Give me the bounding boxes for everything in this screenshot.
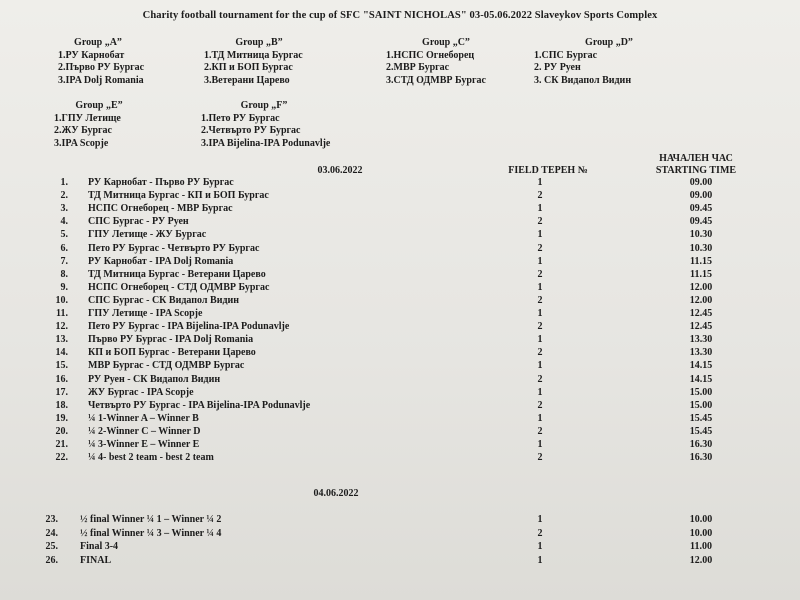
starting-time: 12.00 — [689, 281, 713, 293]
field-number: 1 — [537, 255, 543, 267]
table-row — [0, 269, 800, 282]
day1-date: 03.06.2022 — [317, 165, 363, 176]
field-number: 1 — [537, 229, 543, 241]
table-row — [0, 514, 800, 527]
starting-time: 16.30 — [689, 439, 713, 450]
match-number: 2. — [60, 190, 68, 202]
table-row — [0, 374, 800, 387]
match-number: 23. — [45, 514, 58, 525]
starting-time: 15.45 — [689, 425, 713, 437]
field-number: 2 — [537, 294, 543, 306]
field-number: 2 — [537, 268, 543, 280]
group-team: 1.ГПУ Летище — [54, 112, 121, 124]
group-name: Group „E” — [75, 100, 123, 111]
field-number: 2 — [537, 527, 543, 539]
starting-time: 10.00 — [689, 527, 713, 539]
field-number: 1 — [537, 386, 543, 398]
table-row — [0, 334, 800, 347]
starting-time: 12.45 — [689, 308, 713, 319]
match-number: 16. — [55, 373, 68, 385]
field-number: 1 — [537, 177, 543, 188]
starting-time: 15.00 — [689, 399, 713, 411]
group-name: Group „C” — [422, 37, 470, 48]
group-name: Group „D” — [585, 37, 633, 48]
match-number: 22. — [55, 452, 68, 464]
starting-time: 13.30 — [689, 334, 713, 346]
group-team: 2.КП и БОП Бургас — [204, 62, 293, 74]
field-number: 2 — [537, 347, 543, 359]
match-number: 10. — [55, 294, 68, 306]
match-number: 11. — [56, 308, 68, 319]
match-number: 26. — [45, 554, 58, 566]
starting-time: 14.15 — [689, 373, 713, 385]
match-number: 14. — [55, 347, 68, 359]
match-name: РУ Карнобат - IPA Dolj Romania — [88, 255, 234, 267]
table-row — [0, 203, 800, 216]
match-name: ГПУ Летище - IPA Scopje — [88, 308, 203, 319]
group-team: 3.Ветерани Царево — [204, 74, 290, 86]
starting-time: 09.45 — [689, 203, 713, 215]
starting-time: 09.45 — [689, 216, 713, 228]
match-name: СПС Бургас - РУ Руен — [88, 216, 189, 228]
table-row — [0, 387, 800, 400]
group-d — [534, 37, 684, 87]
starting-time: 09.00 — [689, 177, 713, 188]
match-number: 18. — [55, 399, 68, 411]
match-name: Final 3-4 — [80, 541, 119, 552]
field-number: 1 — [537, 308, 543, 319]
table-row — [0, 216, 800, 229]
starting-time: 12.45 — [689, 321, 713, 333]
group-team: 3.СТД ОДМВР Бургас — [386, 74, 486, 86]
field-number: 2 — [537, 242, 543, 254]
time-header-en: STARTING TIME — [655, 165, 737, 176]
group-team: 3.IPA Dolj Romania — [58, 74, 144, 86]
match-number: 21. — [55, 439, 68, 450]
field-number: 1 — [537, 203, 543, 215]
field-number: 2 — [537, 216, 543, 228]
match-number: 25. — [45, 541, 58, 552]
table-row — [0, 321, 800, 334]
match-number: 9. — [60, 281, 68, 293]
field-number: 1 — [537, 554, 543, 566]
field-number: 2 — [537, 321, 543, 333]
match-name: Пето РУ Бургас - IPA Bijelina-IPA Podunavlje — [88, 321, 290, 333]
match-name: Пето РУ Бургас - Четвърто РУ Бургас — [88, 242, 260, 254]
group-team: 3.IPA Bijelina-IPA Podunavlje — [201, 137, 331, 149]
starting-time: 13.30 — [689, 347, 713, 359]
group-team: 2.Четвърто РУ Бургас — [201, 125, 301, 137]
match-name: РУ Руен - СК Видапол Видин — [88, 373, 221, 385]
match-number: 19. — [55, 412, 68, 424]
group-name: Group „A” — [74, 37, 122, 48]
group-team: 1.НСПС Огнеборец — [386, 49, 475, 61]
group-team: 3.IPA Scopje — [54, 137, 109, 149]
table-row — [0, 555, 800, 568]
table-row — [0, 439, 800, 452]
match-name: ¼ 1-Winner A – Winner B — [88, 412, 199, 424]
field-header: FIELD ТЕРЕН № — [508, 165, 588, 176]
table-row — [0, 347, 800, 360]
table-row — [0, 177, 800, 190]
table-row — [0, 360, 800, 373]
day2-date: 04.06.2022 — [313, 488, 359, 499]
group-a — [58, 37, 144, 87]
match-name: НСПС Огнеборец - МВР Бургас — [88, 203, 233, 215]
field-number: 1 — [537, 281, 543, 293]
group-c — [386, 37, 506, 87]
match-name: ТД Митница Бургас - КП и БОП Бургас — [88, 190, 269, 202]
starting-time: 11.00 — [690, 541, 712, 552]
match-name: ТД Митница Бургас - Ветерани Царево — [88, 268, 266, 280]
match-number: 8. — [60, 268, 68, 280]
table-row — [0, 528, 800, 541]
group-team: 2.Първо РУ Бургас — [58, 62, 145, 74]
table-row — [0, 256, 800, 269]
group-team: 2.ЖУ Бургас — [54, 125, 112, 137]
match-name: ¼ 3-Winner E – Winner E — [88, 439, 200, 450]
match-name: ½ final Winner ¼ 1 – Winner ¼ 2 — [80, 514, 222, 525]
group-f — [201, 100, 330, 150]
group-team: 2. РУ Руен — [534, 62, 581, 74]
group-team: 3. СК Видапол Видин — [534, 74, 632, 86]
starting-time: 09.00 — [689, 190, 713, 202]
field-number: 1 — [537, 334, 543, 346]
starting-time: 15.45 — [689, 412, 713, 424]
match-name: ГПУ Летище - ЖУ Бургас — [88, 229, 207, 241]
match-number: 20. — [55, 425, 68, 437]
match-number: 15. — [55, 360, 68, 372]
field-number: 1 — [537, 541, 543, 552]
match-number: 4. — [60, 216, 68, 228]
group-e — [54, 100, 144, 150]
field-number: 2 — [537, 373, 543, 385]
match-number: 17. — [55, 386, 68, 398]
match-name: Четвърто РУ Бургас - IPA Bijelina-IPA Podunavlje — [88, 399, 311, 411]
group-team: 1.ТД Митница Бургас — [204, 49, 303, 61]
table-row — [0, 229, 800, 242]
starting-time: 11.15 — [690, 255, 712, 267]
match-name: Първо РУ Бургас - IPA Dolj Romania — [88, 334, 254, 346]
starting-time: 14.15 — [689, 360, 713, 372]
match-name: ¼ 2-Winner C – Winner D — [88, 425, 201, 437]
group-team: 2.МВР Бургас — [386, 62, 450, 74]
match-name: МВР Бургас - СТД ОДМВР Бургас — [88, 360, 245, 372]
match-number: 13. — [55, 334, 68, 346]
table-row — [0, 243, 800, 256]
starting-time: 12.00 — [689, 294, 713, 306]
table-row — [0, 400, 800, 413]
match-name: НСПС Огнеборец - СТД ОДМВР Бургас — [88, 281, 270, 293]
match-name: КП и БОП Бургас - Ветерани Царево — [88, 347, 256, 359]
match-name: РУ Карнобат - Първо РУ Бургас — [88, 177, 234, 188]
match-number: 7. — [60, 255, 68, 267]
group-name: Group „B” — [235, 37, 283, 48]
group-team: 1.Пето РУ Бургас — [201, 112, 280, 124]
starting-time: 11.15 — [690, 268, 712, 280]
group-name: Group „F” — [240, 100, 288, 111]
starting-time: 12.00 — [689, 554, 713, 566]
starting-time: 15.00 — [689, 386, 713, 398]
match-name: СПС Бургас - СК Видапол Видин — [88, 294, 240, 306]
table-row — [0, 426, 800, 439]
match-number: 5. — [60, 229, 68, 241]
table-row — [0, 295, 800, 308]
match-name: FINAL — [80, 554, 112, 566]
match-number: 1. — [60, 177, 68, 188]
table-row — [0, 452, 800, 465]
field-number: 2 — [537, 425, 543, 437]
field-number: 1 — [537, 439, 543, 450]
field-number: 1 — [537, 412, 543, 424]
table-row — [0, 413, 800, 426]
match-number: 3. — [60, 203, 68, 215]
starting-time: 10.30 — [689, 242, 713, 254]
document-title: Charity football tournament for the cup of SFC "SAINT NICHOLAS" 03-05.06.2022 Slaveykov Sports Complex — [142, 10, 658, 21]
field-number: 1 — [537, 360, 543, 372]
table-row — [0, 308, 800, 321]
match-number: 6. — [60, 242, 68, 254]
match-name: ½ final Winner ¼ 3 – Winner ¼ 4 — [80, 527, 222, 539]
group-team: 1.РУ Карнобат — [58, 49, 125, 61]
match-number: 24. — [45, 527, 58, 539]
match-name: ¼ 4- best 2 team - best 2 team — [88, 452, 214, 464]
starting-time: 10.00 — [689, 514, 713, 525]
table-row — [0, 190, 800, 203]
table-row — [0, 282, 800, 295]
table-row — [0, 541, 800, 554]
field-number: 2 — [537, 452, 543, 464]
group-b — [204, 37, 314, 87]
field-number: 2 — [537, 190, 543, 202]
time-header-bg: НАЧАЛЕН ЧАС — [659, 153, 733, 164]
field-number: 1 — [537, 514, 543, 525]
match-number: 12. — [55, 321, 68, 333]
match-name: ЖУ Бургас - IPA Scopje — [88, 386, 194, 398]
field-number: 2 — [537, 399, 543, 411]
group-team: 1.СПС Бургас — [534, 49, 598, 61]
starting-time: 16.30 — [689, 452, 713, 464]
starting-time: 10.30 — [689, 229, 713, 241]
